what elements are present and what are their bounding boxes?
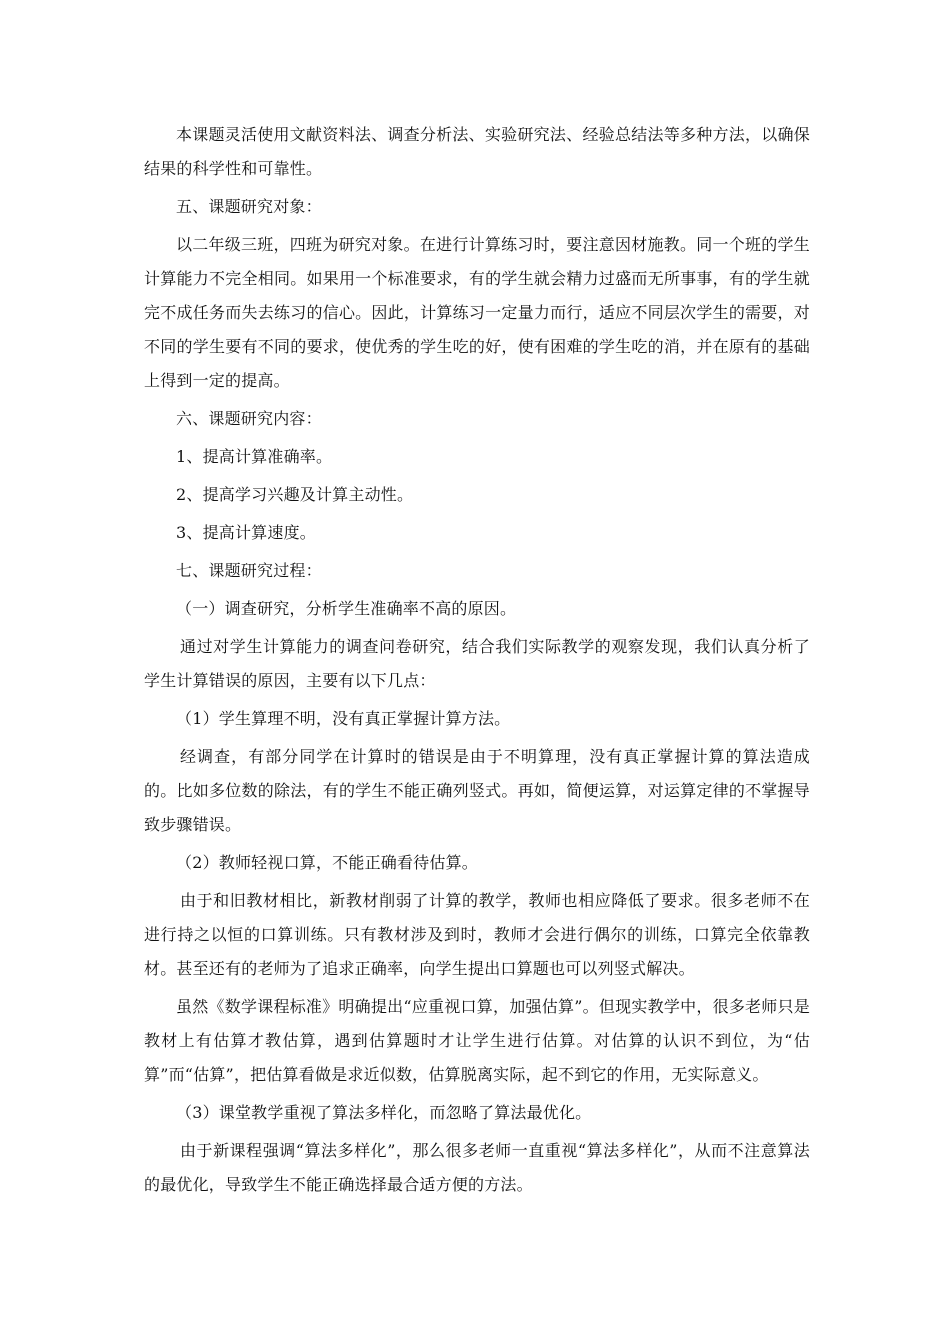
heading-research-process: 七、课题研究过程： — [176, 561, 322, 580]
subheading-survey: （一）调查研究，分析学生准确率不高的原因。 — [176, 599, 517, 618]
list-item-content-1: 1、提高计算准确率。 — [176, 447, 333, 466]
paragraph-research-subjects: 以二年级三班，四班为研究对象。在进行计算练习时，要注意因材施教。同一个班的学生计算能力不完全相同。如果用一个标准要求，有的学生就会精力过盛而无所事事，有的学生就完不成任务而失去练习的信心。因此，计算练习一定量力而行，适应不同层次学生的需要，对不同的学生要有不同的要求，使优秀的学生吃的好，使有困难的学生吃的消，并在原有的基础上得到一定的提高。 — [144, 235, 810, 390]
heading-research-subjects: 五、课题研究对象： — [176, 197, 322, 216]
subheading-cause-2: （2）教师轻视口算，不能正确看待估算。 — [176, 853, 478, 872]
list-item-content-2: 2、提高学习兴趣及计算主动性。 — [176, 485, 414, 504]
paragraph-cause-2b: 虽然《数学课程标准》明确提出“应重视口算，加强估算”。但现实教学中，很多老师只是教材上有估算才教估算，遇到估算题时才让学生进行估算。对估算的认识不到位，为“估算”而“估算”，把估算看做是求近似数，估算脱离实际，起不到它的作用，无实际意义。 — [144, 997, 810, 1084]
heading-research-content: 六、课题研究内容： — [176, 409, 322, 428]
paragraph-cause-3: 由于新课程强调“算法多样化”，那么很多老师一直重视“算法多样化”，从而不注意算法的最优化，导致学生不能正确选择最合适方便的方法。 — [144, 1141, 810, 1194]
paragraph-cause-1: 经调查，有部分同学在计算时的错误是由于不明算理，没有真正掌握计算的算法造成的。比如多位数的除法，有的学生不能正确列竖式。再如，简便运算，对运算定律的不掌握导致步骤错误。 — [144, 747, 810, 834]
subheading-cause-3: （3）课堂教学重视了算法多样化，而忽略了算法最优化。 — [176, 1103, 592, 1122]
paragraph-survey: 通过对学生计算能力的调查问卷研究，结合我们实际教学的观察发现，我们认真分析了学生计算错误的原因，主要有以下几点： — [144, 637, 810, 690]
list-item-content-3: 3、提高计算速度。 — [176, 523, 316, 542]
paragraph-methods: 本课题灵活使用文献资料法、调查分析法、实验研究法、经验总结法等多种方法，以确保结果的科学性和可靠性。 — [144, 125, 810, 178]
paragraph-cause-2a: 由于和旧教材相比，新教材削弱了计算的教学，教师也相应降低了要求。很多老师不在进行持之以恒的口算训练。只有教材涉及到时，教师才会进行偶尔的训练，口算完全依靠教材。甚至还有的老师为了追求正确率，向学生提出口算题也可以列竖式解决。 — [144, 891, 810, 978]
subheading-cause-1: （1）学生算理不明，没有真正掌握计算方法。 — [176, 709, 511, 728]
